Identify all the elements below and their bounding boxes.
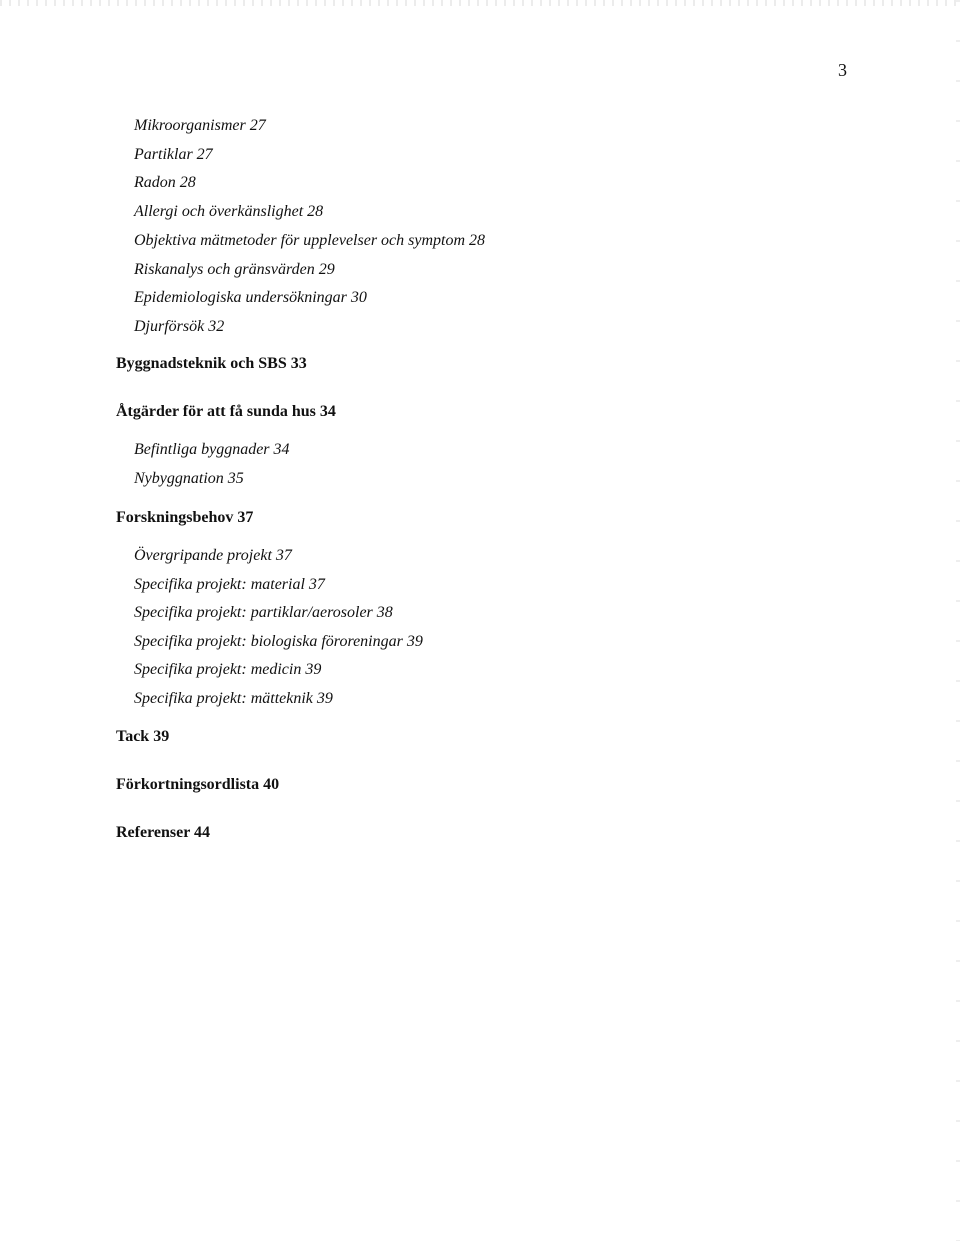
toc-entry-nybyggnation: Nybyggnation 35 xyxy=(134,470,244,487)
toc-entry-mikroorganismer: Mikroorganismer 27 xyxy=(134,117,266,134)
toc-entry-objektiva-matmetoder: Objektiva mätmetoder för upplevelser och symptom 28 xyxy=(134,232,486,249)
toc-entry-specifika-partiklar: Specifika projekt: partiklar/aerosoler 38 xyxy=(134,604,393,621)
toc-entry-allergi: Allergi och överkänslighet 28 xyxy=(134,203,324,220)
toc-entry-specifika-biologiska: Specifika projekt: biologiska föroreningar 39 xyxy=(134,633,423,650)
page-number: 3 xyxy=(838,60,847,80)
scan-noise-top xyxy=(0,0,960,6)
toc-heading-referenser: Referenser 44 xyxy=(116,824,211,841)
toc-entry-djurforsok: Djurförsök 32 xyxy=(134,318,225,335)
toc-entry-specifika-material: Specifika projekt: material 37 xyxy=(134,576,325,593)
toc-entry-epidemiologiska: Epidemiologiska undersökningar 30 xyxy=(134,289,367,306)
toc-entry-overgripande-projekt: Övergripande projekt 37 xyxy=(134,547,292,564)
toc-heading-byggnadsteknik: Byggnadsteknik och SBS 33 xyxy=(116,355,307,372)
toc-entry-specifika-medicin: Specifika projekt: medicin 39 xyxy=(134,661,322,678)
toc-heading-atgarder: Åtgärder för att få sunda hus 34 xyxy=(116,403,336,420)
toc-heading-forskningsbehov: Forskningsbehov 37 xyxy=(116,509,254,526)
scan-noise-right xyxy=(956,0,960,1241)
toc-entry-befintliga-byggnader: Befintliga byggnader 34 xyxy=(134,441,290,458)
toc-entry-partiklar: Partiklar 27 xyxy=(134,146,213,163)
toc-heading-forkortningsordlista: Förkortningsordlista 40 xyxy=(116,776,280,793)
toc-heading-tack: Tack 39 xyxy=(116,728,170,745)
toc-entry-specifika-matteknik: Specifika projekt: mätteknik 39 xyxy=(134,690,333,707)
toc-entry-radon: Radon 28 xyxy=(134,174,196,191)
toc-entry-riskanalys: Riskanalys och gränsvärden 29 xyxy=(134,261,335,278)
